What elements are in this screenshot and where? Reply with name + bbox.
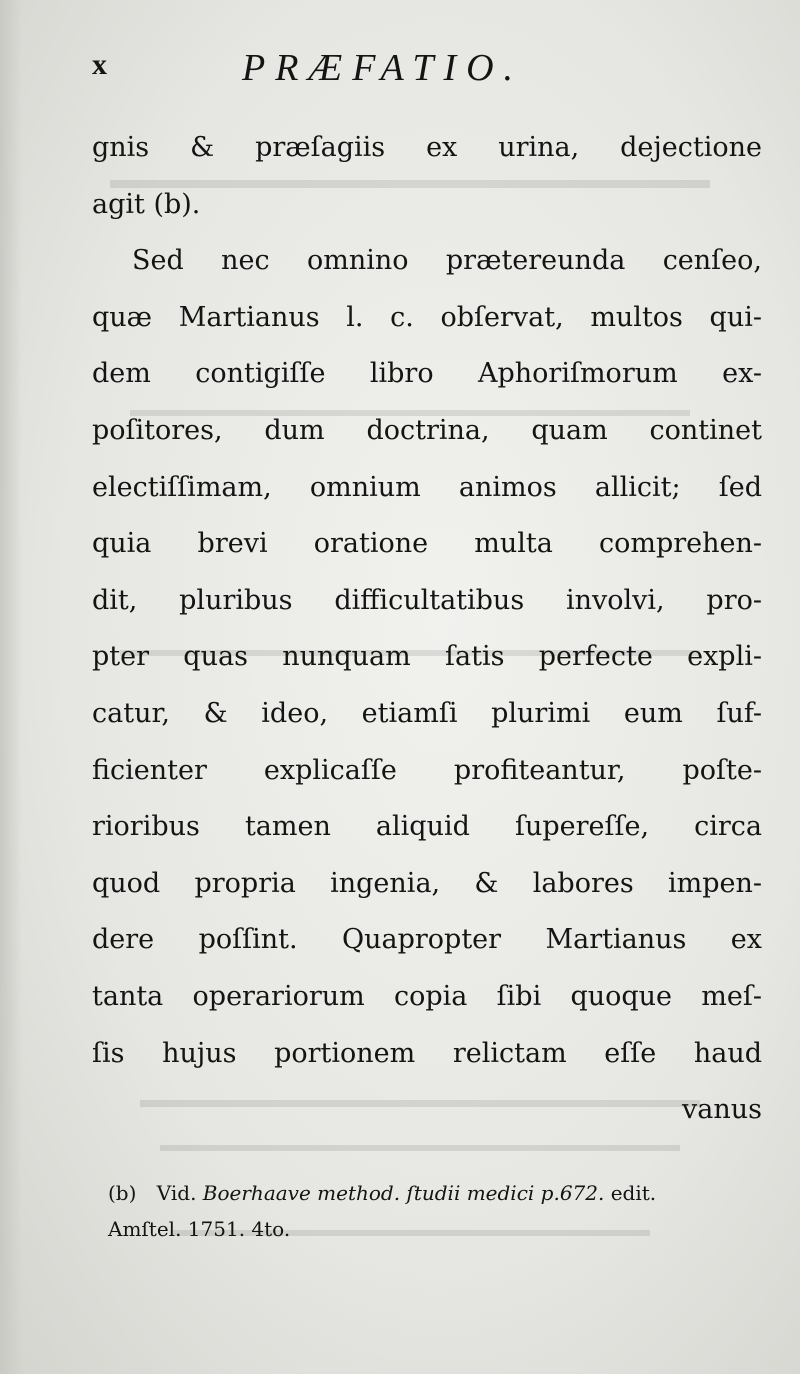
text-line: ficienter explicaſſe profiteantur, poſte-	[92, 754, 762, 786]
text-line: Sed nec omnino prætereunda cenſeo,	[132, 245, 762, 277]
page-number: x	[92, 48, 107, 81]
footnote-line-2: Amſtel. 1751. 4to.	[108, 1217, 291, 1241]
text-line: agit (b).	[92, 188, 201, 220]
main-text-block	[92, 120, 762, 1139]
text-line: electiſſimam, omnium animos allicit; ſed	[92, 471, 762, 503]
text-line: quia brevi oratione multa comprehen-	[92, 528, 762, 560]
text-line: rioribus tamen aliquid ſupereſſe, circa	[92, 811, 762, 843]
footnote-line-1	[108, 1175, 780, 1211]
text-line: dem contigiſſe libro Aphoriſmorum ex-	[92, 358, 762, 390]
footnote-prefix: Vid.	[156, 1181, 197, 1205]
running-title: PRÆFATIO.	[242, 47, 524, 89]
text-line: ſis hujus portionem relictam eſſe haud	[92, 1037, 762, 1069]
catchword: vanus	[682, 1094, 762, 1126]
text-line: tanta operariorum copia ſibi quoque meſ-	[92, 980, 762, 1012]
text-line: poſitores, dum doctrina, quam continet	[92, 414, 762, 446]
footnote	[108, 1175, 780, 1247]
footnote-suffix: edit.	[610, 1181, 657, 1205]
footnote-citation: Boerhaave method. ſtudii medici p.672.	[202, 1181, 605, 1205]
text-line: catur, & ideo, etiamſi plurimi eum ſuf-	[92, 697, 762, 729]
footnote-marker: (b)	[108, 1181, 137, 1205]
text-line: quæ Martianus l. c. obſervat, multos qui-	[92, 301, 762, 333]
text-line: dere poſſint. Quapropter Martianus ex	[92, 924, 762, 956]
text-line: dit, pluribus difficultatibus involvi, pro-	[92, 584, 762, 616]
text-line: pter quas nunquam ſatis perfecte expli-	[92, 641, 762, 673]
text-line: gnis & præſagiis ex urina, dejectione	[92, 132, 762, 163]
page-header	[92, 46, 632, 90]
text-line: quod propria ingenia, & labores impen-	[92, 867, 762, 899]
